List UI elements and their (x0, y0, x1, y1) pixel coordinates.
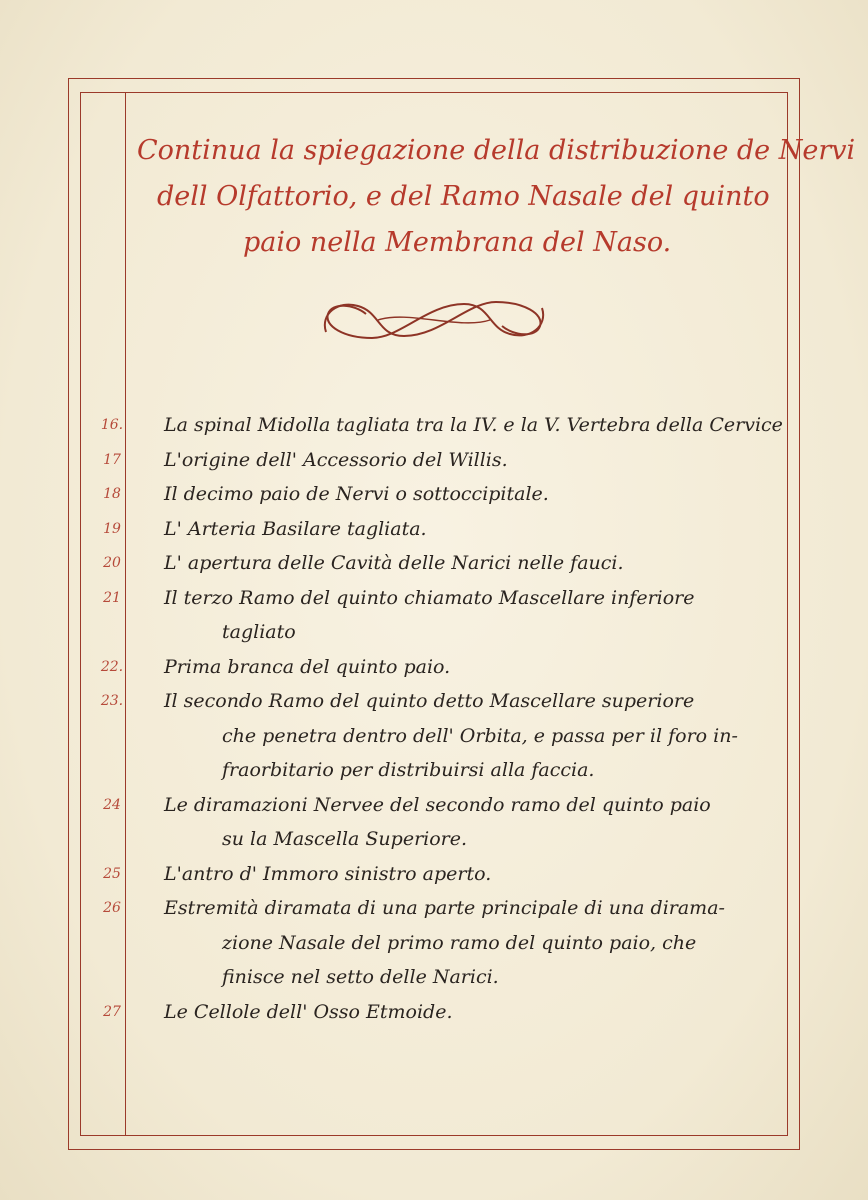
entry-continuation: fraorbitario per distribuirsi alla faccia. (222, 759, 595, 781)
entry-text: Prima branca del quinto paio. (164, 655, 451, 678)
entry-number: 27 (103, 1003, 121, 1020)
title-line-2: dell Olfattorio, e del Ramo Nasale del quinto (157, 181, 770, 212)
entry-number: 21 (103, 589, 121, 606)
entry-number: 18 (103, 486, 121, 502)
entry-number: 16. (100, 417, 124, 433)
entry-text: Il terzo Ramo del quinto chiamato Mascellare inferiore (164, 586, 695, 609)
entry-text: Le Cellole dell' Osso Etmoide. (164, 1000, 453, 1023)
entry-number: 22. (100, 658, 124, 675)
entry-list (98, 408, 788, 1029)
entry-number: 23. (100, 693, 124, 709)
list-item (98, 477, 788, 512)
entry-text: L'origine dell' Accessorio del Willis. (164, 448, 508, 471)
entry-text: L'antro d' Immoro sinistro aperto. (164, 862, 492, 885)
list-item (98, 650, 788, 685)
list-item (98, 684, 788, 788)
entry-text: La spinal Midolla tagliata tra la IV. e la V. Vertebra della Cervice (164, 414, 783, 436)
list-item (98, 546, 788, 581)
flourish-ornament (318, 292, 550, 348)
entry-number: 26 (103, 900, 121, 916)
entry-text: Il secondo Ramo del quinto detto Mascellare superiore (164, 690, 695, 712)
entry-text: L' apertura delle Cavità delle Narici nelle fauci. (164, 552, 624, 574)
entry-text: Estremità diramata di una parte principale di una dirama- (164, 897, 725, 919)
entry-number: 19 (103, 520, 121, 537)
entry-number: 20 (103, 555, 121, 571)
list-item (98, 512, 788, 547)
entry-continuation: che penetra dentro dell' Orbita, e passa per il foro in- (222, 724, 738, 747)
entry-text: L' Arteria Basilare tagliata. (164, 517, 427, 540)
entry-continuation: zione Nasale del primo ramo del quinto paio, che (222, 931, 697, 954)
list-item (98, 857, 788, 892)
entry-continuation: finisce nel setto delle Narici. (222, 966, 499, 988)
list-item (98, 995, 788, 1030)
entry-continuation: su la Mascella Superiore. (222, 828, 468, 850)
list-item (98, 891, 788, 995)
entry-text: Le diramazioni Nervee del secondo ramo del quinto paio (164, 793, 711, 816)
title-line-3: paio nella Membrana del Naso. (243, 227, 672, 258)
list-item (98, 408, 788, 443)
title-line-1: Continua la spiegazione della distribuzione de Nervi (137, 135, 856, 166)
entry-number: 24 (103, 796, 121, 813)
entry-continuation: tagliato (222, 621, 296, 643)
entry-text: Il decimo paio de Nervi o sottoccipitale. (164, 483, 549, 505)
page-title (125, 128, 856, 266)
list-item (98, 788, 788, 857)
list-item (98, 443, 788, 478)
entry-number: 25 (103, 865, 121, 882)
list-item (98, 581, 788, 650)
entry-number: 17 (103, 451, 121, 468)
